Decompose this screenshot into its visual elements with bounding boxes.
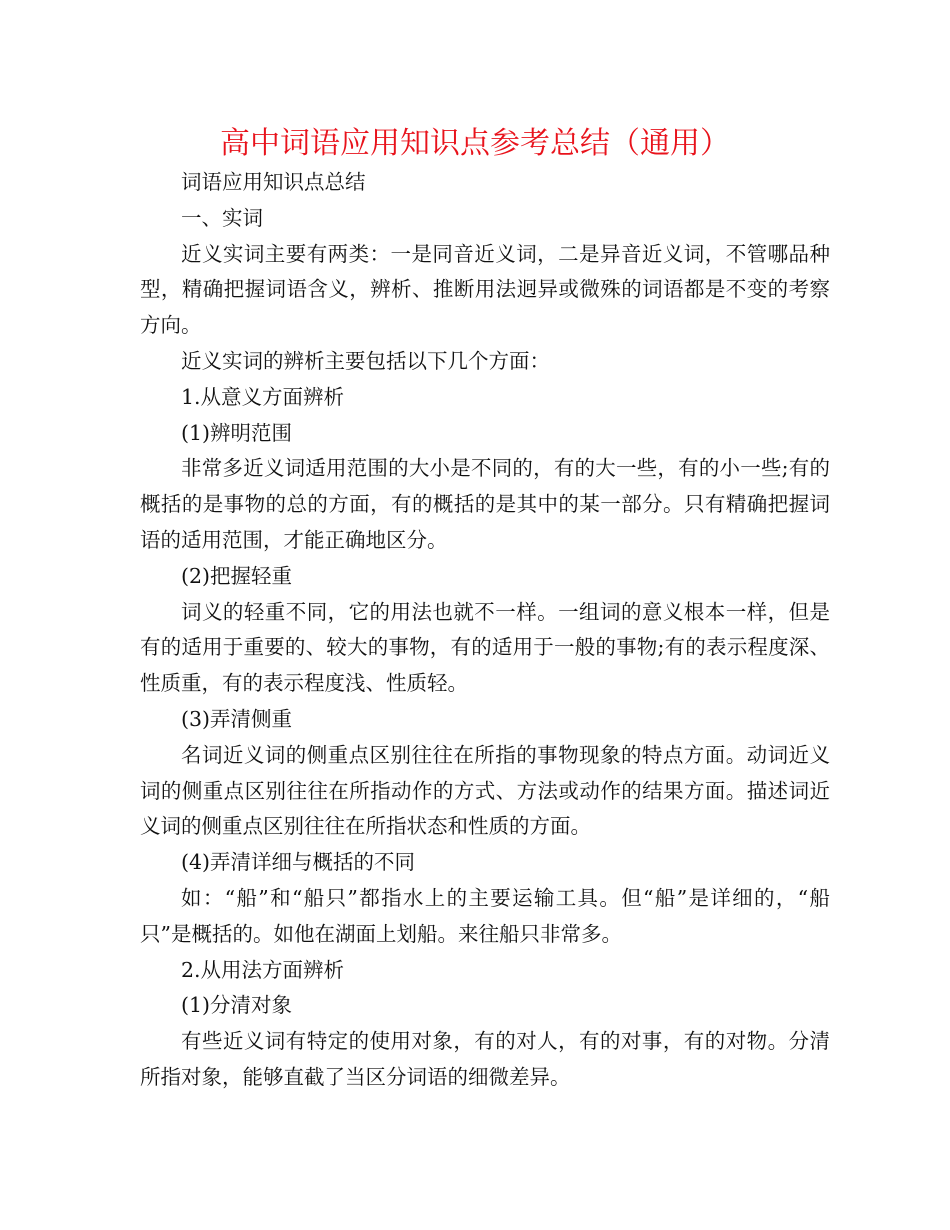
paragraph-subheading: (2)把握轻重	[181, 563, 293, 588]
paragraph: 如：“船”和“船只”都指水上的主要运输工具。但“船”是详细的，“船只”是概括的。如他在湖面上划船。来往船只非常多。	[140, 885, 830, 946]
paragraph: 有些近义词有特定的使用对象，有的对人，有的对事，有的对物。分清所指对象，能够直截了当区分词语的细微差异。	[140, 1029, 830, 1089]
paragraph: 近义实词主要有两类：一是同音近义词，二是异音近义词，不管哪品种型，精确把握词语含义，辨析、推断用法迥异或微殊的词语都是不变的考察方向。	[140, 241, 830, 338]
paragraph: 词义的轻重不同，它的用法也就不一样。一组词的意义根本一样，但是有的适用于重要的、较大的事物，有的适用于一般的事物;有的表示程度深、性质重，有的表示程度浅、性质轻。	[140, 599, 830, 696]
document-title: 高中词语应用知识点参考总结（通用）	[220, 126, 730, 161]
paragraph-subheading: (4)弄清详细与概括的不同	[181, 850, 416, 875]
paragraph-subheading: (1)辨明范围	[181, 420, 293, 445]
paragraph-subheading: 2.从用法方面辨析	[181, 957, 345, 982]
paragraph-section-heading: 词语应用知识点总结	[181, 170, 366, 194]
document-body	[140, 165, 830, 1096]
paragraph-subheading: (3)弄清侧重	[181, 706, 293, 731]
paragraph-subheading: (1)分清对象	[181, 993, 293, 1018]
paragraph-part-one: 一、实词	[181, 205, 263, 230]
paragraph: 非常多近义词适用范围的大小是不同的，有的大一些，有的小一些;有的概括的是事物的总的方面，有的概括的是其中的某一部分。只有精确把握词语的适用范围，才能正确地区分。	[140, 456, 830, 552]
paragraph: 名词近义词的侧重点区别往往在所指的事物现象的特点方面。动词近义词的侧重点区别往往在所指动作的方式、方法或动作的结果方面。描述词近义词的侧重点区别往往在所指状态和性质的方面。	[140, 742, 830, 839]
paragraph: 近义实词的辨析主要包括以下几个方面：	[181, 348, 550, 373]
paragraph-subheading: 1.从意义方面辨析	[181, 384, 345, 409]
